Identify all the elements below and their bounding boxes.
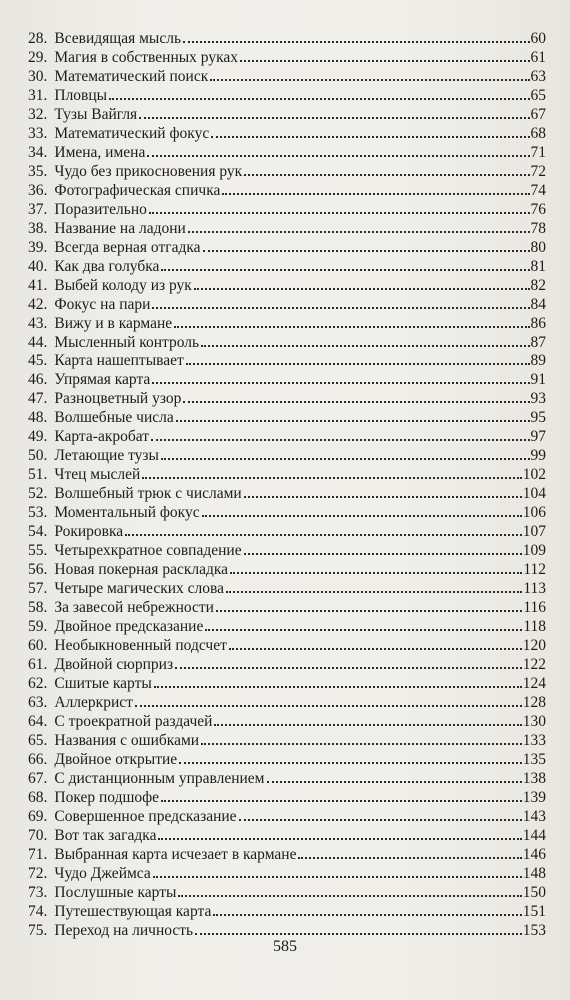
toc-entry (28, 732, 546, 751)
dot-leader (183, 400, 529, 403)
entry-title: С дистанционным управлением (54, 769, 265, 787)
entry-page-number: 143 (522, 807, 546, 825)
entry-number: 61. (28, 655, 48, 673)
entry-title: Чудо без прикосновения рук (54, 162, 243, 180)
entry-page-number: 104 (522, 485, 546, 503)
entry-page-number: 116 (523, 599, 546, 617)
toc-entry (28, 789, 546, 808)
dot-leader (147, 154, 529, 157)
dot-leader (154, 685, 522, 688)
entry-title: Всевидящая мысль (54, 30, 182, 47)
entry-page-number: 67 (530, 105, 546, 123)
entry-number: 54. (28, 523, 48, 541)
entry-page-number: 130 (522, 712, 546, 730)
toc-entry (28, 485, 546, 504)
dot-leader (205, 628, 522, 631)
entry-number: 69. (28, 807, 48, 825)
dot-leader (109, 97, 529, 100)
entry-title: Пловцы (54, 86, 108, 104)
entry-page-number: 109 (522, 542, 546, 560)
entry-title: С троекратной раздачей (54, 712, 213, 730)
toc-entry (28, 428, 546, 447)
entry-number: 66. (28, 750, 48, 768)
entry-title: Фотографическая спичка (54, 181, 221, 199)
entry-title: Как два голубка (54, 257, 160, 275)
entry-title: Двойное открытие (54, 750, 178, 768)
toc-entry (28, 808, 546, 827)
entry-title: Поразительно (54, 200, 147, 218)
entry-page-number: 82 (530, 276, 546, 294)
dot-leader (188, 230, 530, 233)
entry-title: Выбей колоду из рук (54, 276, 192, 294)
dot-leader (216, 609, 522, 612)
entry-number: 56. (28, 561, 48, 579)
dot-leader (195, 932, 522, 935)
dot-leader (213, 913, 521, 916)
entry-page-number: 76 (530, 200, 546, 218)
dot-leader (158, 837, 521, 840)
dot-leader (152, 306, 529, 309)
entry-page-number: 146 (522, 845, 546, 863)
entry-title: Магия в собственных руках (54, 48, 239, 66)
toc-entry (28, 846, 546, 865)
toc-entry (28, 770, 546, 789)
entry-number: 31. (28, 86, 48, 104)
dot-leader (202, 514, 522, 517)
entry-title: Волшебный трюк с числами (54, 485, 242, 503)
entry-number: 29. (28, 48, 48, 66)
entry-number: 33. (28, 124, 48, 142)
entry-page-number: 135 (522, 750, 546, 768)
toc-entry (28, 201, 546, 220)
toc-entry (28, 296, 546, 315)
dot-leader (226, 590, 522, 593)
entry-number: 68. (28, 788, 48, 806)
entry-page-number: 102 (522, 466, 546, 484)
dot-leader (267, 780, 522, 783)
dot-leader (153, 875, 522, 878)
entry-number: 35. (28, 162, 48, 180)
toc-entry (28, 390, 546, 409)
entry-page-number: 91 (530, 371, 546, 389)
table-of-contents (28, 30, 546, 941)
toc-entry (28, 865, 546, 884)
dot-leader (222, 192, 529, 195)
toc-entry (28, 827, 546, 846)
entry-number: 41. (28, 276, 48, 294)
entry-title: Четыре магических слова (54, 580, 225, 598)
entry-number: 75. (28, 921, 48, 939)
toc-entry (28, 30, 546, 49)
entry-number: 62. (28, 674, 48, 692)
dot-leader (179, 761, 522, 764)
dot-leader (139, 116, 529, 119)
toc-entry (28, 751, 546, 770)
entry-title: Вижу и в кармане (54, 314, 173, 332)
dot-leader (210, 78, 529, 81)
entry-title: Разноцветный узор (54, 390, 182, 408)
dot-leader (239, 818, 522, 821)
toc-entry (28, 409, 546, 428)
entry-number: 34. (28, 143, 48, 161)
toc-entry (28, 542, 546, 561)
entry-page-number: 87 (530, 333, 546, 351)
entry-number: 38. (28, 219, 48, 237)
dot-leader (135, 704, 522, 707)
entry-page-number: 138 (522, 769, 546, 787)
dot-leader (183, 40, 529, 43)
entry-number: 32. (28, 105, 48, 123)
entry-number: 46. (28, 371, 48, 389)
entry-title: Вот так загадка (54, 826, 157, 844)
toc-entry (28, 49, 546, 68)
entry-number: 47. (28, 390, 48, 408)
dot-leader (174, 325, 529, 328)
dot-leader (161, 457, 530, 460)
toc-entry (28, 675, 546, 694)
entry-number: 30. (28, 67, 48, 85)
entry-page-number: 71 (530, 143, 546, 161)
entry-number: 64. (28, 712, 48, 730)
entry-title: Фокус на пари (54, 295, 151, 313)
entry-title: Необыкновенный подсчет (54, 637, 227, 654)
entry-number: 45. (28, 352, 48, 370)
entry-title: Упрямая карта (54, 371, 151, 389)
toc-entry (28, 656, 546, 675)
dot-leader (176, 419, 530, 422)
entry-number: 40. (28, 257, 48, 275)
entry-number: 53. (28, 504, 48, 522)
entry-number: 48. (28, 409, 48, 427)
entry-page-number: 106 (522, 504, 546, 522)
entry-number: 43. (28, 314, 48, 332)
dot-leader (203, 249, 530, 252)
entry-number: 36. (28, 181, 48, 199)
entry-title: Чудо Джеймса (54, 864, 151, 882)
toc-entry (28, 599, 546, 618)
dot-leader (186, 362, 530, 365)
entry-page-number: 72 (530, 162, 546, 180)
entry-number: 57. (28, 580, 48, 598)
entry-number: 74. (28, 902, 48, 920)
entry-page-number: 63 (530, 67, 546, 85)
entry-title: Четырехкратное совпадение (54, 542, 242, 560)
toc-entry (28, 447, 546, 466)
entry-number: 67. (28, 769, 48, 787)
entry-title: Математический поиск (54, 67, 209, 85)
toc-entry (28, 239, 546, 258)
entry-number: 72. (28, 864, 48, 882)
toc-entry (28, 277, 546, 296)
toc-entry (28, 163, 546, 182)
entry-title: Волшебные числа (54, 409, 174, 427)
entry-title: Сшитые карты (54, 674, 152, 692)
entry-number: 39. (28, 238, 48, 256)
dot-leader (240, 59, 529, 62)
entry-page-number: 153 (522, 921, 546, 939)
entry-title: Названия с ошибками (54, 731, 200, 749)
entry-page-number: 112 (523, 561, 546, 579)
toc-entry (28, 106, 546, 125)
entry-title: Мысленный контроль (54, 333, 200, 351)
entry-number: 49. (28, 428, 48, 446)
toc-entry (28, 618, 546, 637)
entry-title: Всегда верная отгадка (54, 238, 201, 256)
dot-leader (152, 381, 529, 384)
entry-page-number: 74 (530, 181, 546, 199)
entry-page-number: 99 (530, 447, 546, 465)
entry-title: Выбранная карта исчезает в кармане (54, 845, 297, 863)
entry-number: 37. (28, 200, 48, 218)
entry-page-number: 139 (522, 788, 546, 806)
toc-entry (28, 713, 546, 732)
entry-title: Моментальный фокус (54, 504, 200, 522)
page-number: 585 (273, 938, 297, 955)
dot-leader (149, 211, 530, 214)
entry-title: Карта-акробат (54, 428, 149, 446)
entry-page-number: 80 (530, 238, 546, 256)
entry-number: 55. (28, 542, 48, 560)
entry-page-number: 151 (522, 902, 546, 920)
toc-entry (28, 884, 546, 903)
entry-page-number: 95 (530, 409, 546, 427)
entry-title: Послушные карты (54, 883, 177, 901)
toc-entry (28, 182, 546, 201)
entry-page-number: 144 (522, 826, 546, 844)
toc-entry (28, 694, 546, 713)
entry-number: 51. (28, 466, 48, 484)
dot-leader (161, 268, 529, 271)
toc-entry (28, 334, 546, 353)
entry-number: 71. (28, 845, 48, 863)
entry-page-number: 150 (522, 883, 546, 901)
entry-title: Новая покерная раскладка (54, 561, 229, 579)
toc-entry (28, 466, 546, 485)
entry-page-number: 124 (522, 674, 546, 692)
entry-page-number: 78 (530, 219, 546, 237)
toc-entry (28, 144, 546, 163)
toc-entry (28, 561, 546, 580)
entry-page-number: 107 (522, 523, 546, 541)
entry-page-number: 120 (522, 637, 546, 654)
entry-number: 50. (28, 447, 48, 465)
entry-page-number: 113 (523, 580, 546, 598)
entry-page-number: 84 (530, 295, 546, 313)
dot-leader (214, 723, 521, 726)
dot-leader (161, 799, 522, 802)
dot-leader (230, 571, 522, 574)
entry-number: 70. (28, 826, 48, 844)
entry-page-number: 128 (522, 693, 546, 711)
entry-title: Переход на личность (54, 921, 194, 939)
dot-leader (298, 856, 521, 859)
entry-title: Рокировка (54, 523, 124, 541)
dot-leader (244, 495, 522, 498)
toc-entry (28, 637, 546, 656)
dot-leader (125, 533, 522, 536)
entry-page-number: 86 (530, 314, 546, 332)
entry-title: Двойное предсказание (54, 618, 204, 636)
dot-leader (151, 438, 530, 441)
entry-title: За завесой небрежности (54, 599, 214, 617)
dot-leader (201, 344, 529, 347)
toc-entry (28, 903, 546, 922)
entry-title: Совершенное предсказание (54, 807, 237, 825)
dot-leader (194, 287, 530, 290)
toc-entry (28, 523, 546, 542)
entry-title: Покер подшофе (54, 788, 160, 806)
entry-page-number: 122 (522, 655, 546, 673)
entry-page-number: 89 (530, 352, 546, 370)
toc-entry (28, 68, 546, 87)
dot-leader (229, 647, 522, 650)
dot-leader (175, 666, 522, 669)
toc-entry (28, 352, 546, 371)
toc-entry (28, 220, 546, 239)
dot-leader (201, 742, 522, 745)
entry-number: 52. (28, 485, 48, 503)
entry-number: 58. (28, 599, 48, 617)
entry-number: 44. (28, 333, 48, 351)
entry-number: 28. (28, 30, 48, 47)
entry-page-number: 60 (530, 30, 546, 47)
entry-title: Тузы Вайгля (54, 105, 138, 123)
entry-number: 65. (28, 731, 48, 749)
entry-page-number: 81 (530, 257, 546, 275)
entry-number: 59. (28, 618, 48, 636)
entry-number: 60. (28, 637, 48, 654)
entry-title: Название на ладони (54, 219, 186, 237)
dot-leader (142, 476, 521, 479)
toc-entry (28, 125, 546, 144)
entry-title: Летающие тузы (54, 447, 159, 465)
toc-entry (28, 258, 546, 277)
toc-entry (28, 315, 546, 334)
entry-title: Двойной сюрприз (54, 655, 174, 673)
dot-leader (178, 894, 521, 897)
entry-title: Математический фокус (54, 124, 210, 142)
entry-title: Имена, имена (54, 143, 146, 161)
entry-page-number: 65 (530, 86, 546, 104)
entry-title: Карта нашептывает (54, 352, 184, 370)
dot-leader (211, 135, 529, 138)
toc-entry (28, 504, 546, 523)
entry-number: 42. (28, 295, 48, 313)
entry-title: Чтец мыслей (54, 466, 141, 484)
entry-page-number: 93 (530, 390, 546, 408)
toc-entry (28, 580, 546, 599)
entry-title: Путешествующая карта (54, 902, 212, 920)
entry-number: 73. (28, 883, 48, 901)
entry-page-number: 133 (522, 731, 546, 749)
entry-page-number: 148 (522, 864, 546, 882)
entry-page-number: 97 (530, 428, 546, 446)
entry-page-number: 118 (523, 618, 546, 636)
dot-leader (244, 173, 529, 176)
entry-number: 63. (28, 693, 48, 711)
entry-page-number: 61 (530, 48, 546, 66)
entry-title: Аллеркрист (54, 693, 133, 711)
dot-leader (244, 552, 522, 555)
entry-page-number: 68 (530, 124, 546, 142)
toc-entry (28, 371, 546, 390)
toc-entry (28, 87, 546, 106)
